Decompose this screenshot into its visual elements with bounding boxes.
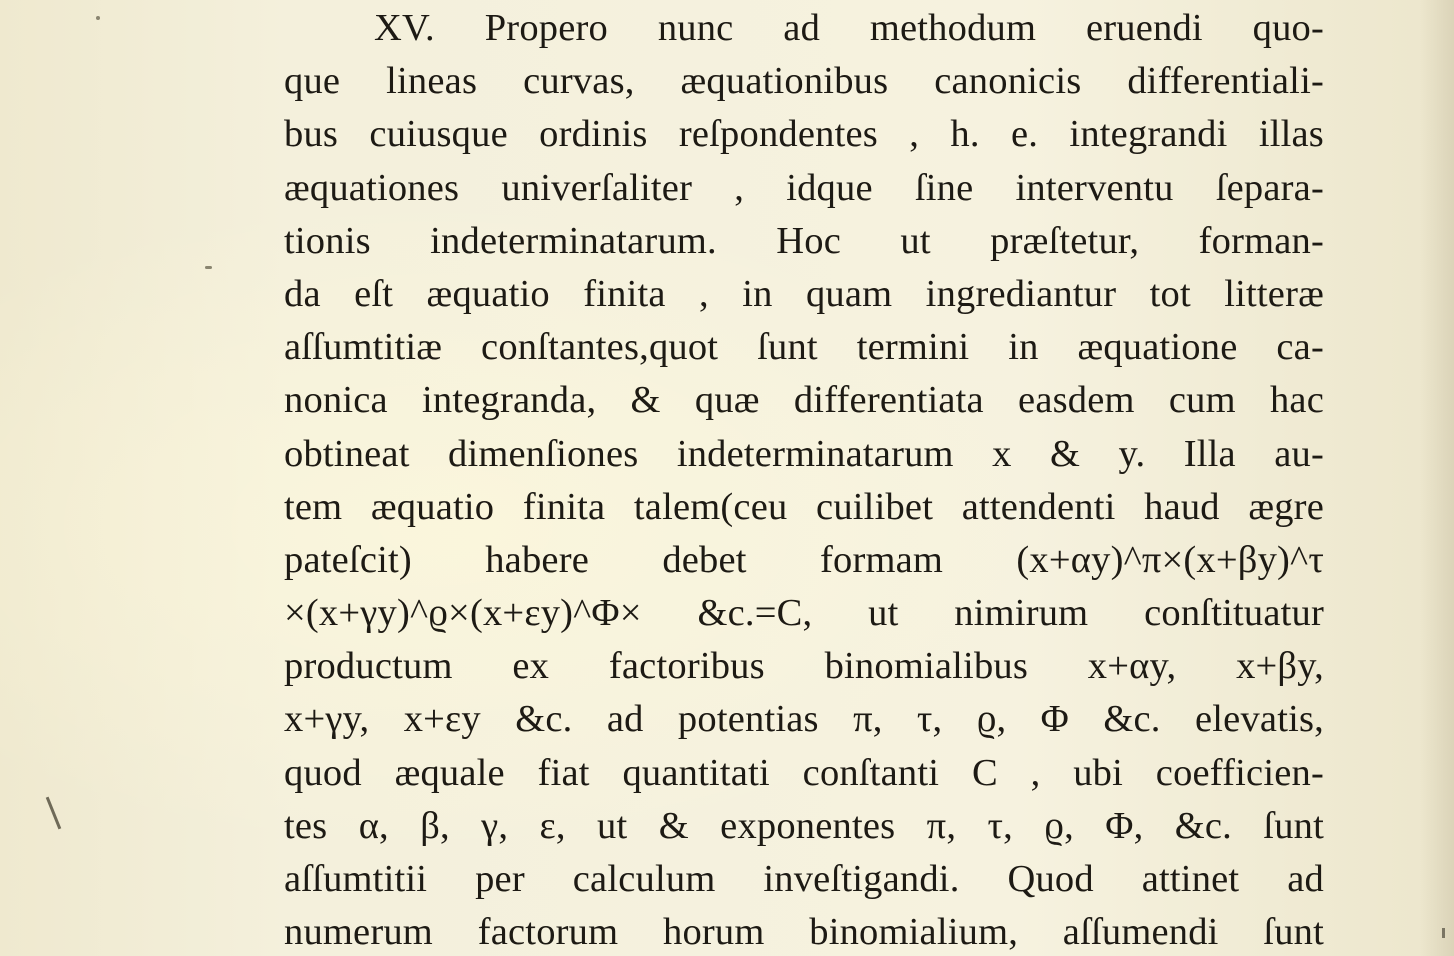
text-line: tionis indeterminatarum. Hoc ut præſtetur, forman- <box>284 219 1324 262</box>
text-line: quod æquale fiat quantitati conſtanti C , ubi coefficien- <box>284 751 1324 794</box>
margin-pen-mark <box>46 797 62 830</box>
text-line: æquationes univerſaliter , idque ſine interventu ſepara- <box>284 166 1324 209</box>
text-line: obtineat dimenſiones indeterminatarum x & y. Illa au- <box>284 432 1324 475</box>
margin-pen-mark <box>1442 928 1445 938</box>
text-line: da eſt æquatio finita , in quam ingrediantur tot litteræ <box>284 272 1324 315</box>
text-line: x+γy, x+εy &c. ad potentias π, τ, ϱ, Φ &c. elevatis, <box>284 698 1324 741</box>
text-line: tes α, β, γ, ε, ut & exponentes π, τ, ϱ, Φ, &c. ſunt <box>284 804 1324 847</box>
paper-speck <box>96 16 100 20</box>
page-gutter-shadow <box>1420 0 1454 956</box>
text-line: pateſcit) habere debet formam (x+αy)^π×(x+βy)^τ <box>284 538 1324 581</box>
text-line: numerum factorum horum binomialium, aſſumendi ſunt <box>284 911 1324 954</box>
text-line: nonica integranda, & quæ differentiata easdem cum hac <box>284 379 1324 422</box>
paragraph-xv <box>284 2 1324 956</box>
paper-speck <box>205 266 212 269</box>
text-line: que lineas curvas, æquationibus canonicis differentiali- <box>284 60 1324 103</box>
text-line: aſſumtitiæ conſtantes,quot ſunt termini in æquatione ca- <box>284 326 1324 369</box>
text-line: XV. Propero nunc ad methodum eruendi quo- <box>374 7 1324 49</box>
text-line: productum ex factoribus binomialibus x+αy, x+βy, <box>284 645 1324 688</box>
text-line: aſſumtitii per calculum inveſtigandi. Quod attinet ad <box>284 858 1324 900</box>
text-line: ×(x+γy)^ϱ×(x+εy)^Φ× &c.=C, ut nimirum conſtituatur <box>284 592 1324 635</box>
text-line: bus cuiusque ordinis reſpondentes , h. e. integrandi illas <box>284 113 1324 156</box>
text-line: tem æquatio finita talem(ceu cuilibet attendenti haud ægre <box>284 485 1324 528</box>
